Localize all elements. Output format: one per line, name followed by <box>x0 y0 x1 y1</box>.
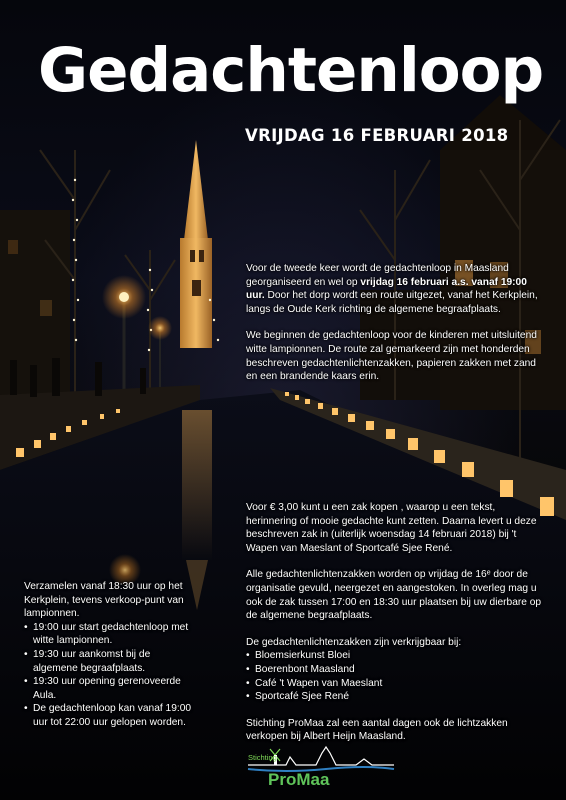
schedule-intro: Verzamelen vanaf 18:30 uur op het Kerkplein, tevens verkoop-punt van lampionnen. <box>24 581 184 620</box>
event-date: VRIJDAG 16 FEBRUARI 2018 <box>245 126 509 145</box>
list-item: • Café 't Wapen van Maeslant <box>246 677 542 691</box>
list-item: • 19:30 uur aankomst bij de algemene begraafplaats. <box>24 648 194 675</box>
purchase-paragraph-1: Voor € 3,00 kunt u een zak kopen , waarop u een tekst, herinnering of mooie gedachte kunt zetten. Daarna levert u deze beschreven zak in (uiterlijk woensdag 14 februari 2018) bij 't Wapen van Maeslant of Sportcafé Sjee René. <box>246 502 537 554</box>
promaa-logo <box>246 743 396 795</box>
purchase-paragraph-2: Alle gedachtenlichtenzakken worden op vrijdag de 16ᵉ door de organisatie gevuld, neergezet en aangestoken. In overleg mag u ook de zak tussen 17:00 en 18:30 uur plaatsen bij uw dierbare op de algemene begraafplaats. <box>246 569 542 622</box>
vendor-list-heading: De gedachtenlichtenzakken zijn verkrijgbaar bij: <box>246 636 462 648</box>
logo-name: ProMaa <box>268 770 330 789</box>
list-item: • Bloemsierkunst Bloei <box>246 649 542 663</box>
logo-stichting-label: Stichting <box>248 753 277 762</box>
poster-title: Gedachtenloop <box>38 35 544 106</box>
intro-paragraph-2: We beginnen de gedachtenloop voor de kinderen met uitsluitend witte lampionnen. De route zal gemarkeerd zijn met honderden beschreven gedachtenlichtenzakken, papieren zakken met zand en een brandende kaars erin. <box>246 330 537 383</box>
closing-paragraph: Stichting ProMaa zal een aantal dagen ook de lichtzakken verkopen bij Albert Heijn Maasland. <box>246 717 508 743</box>
list-item: • Boerenbont Maasland <box>246 663 542 677</box>
list-item: • 19:00 uur start gedachtenloop met witte lampionnen. <box>24 621 194 648</box>
schedule-list <box>24 621 194 730</box>
purchase-text <box>246 501 542 744</box>
list-item: • Sportcafé Sjee René <box>246 690 542 704</box>
list-item: • 19:30 uur opening gerenoveerde Aula. <box>24 675 194 702</box>
vendor-list <box>246 649 542 703</box>
intro-paragraph-1: Voor de tweede keer wordt de gedachtenloop in Maasland georganiseerd en wel op vrijdag 16 februari a.s. vanaf 19:00 uur. Door het dorp wordt een route uitgezet, vanaf het Kerkplein, langs de Oude Kerk richting de algemene begraafplaats. <box>246 263 538 315</box>
intro-highlight: vrijdag 16 februari a.s. vanaf 19:00 uur. <box>246 276 527 302</box>
schedule-text <box>24 580 194 730</box>
intro-text <box>246 262 542 384</box>
list-item: • De gedachtenloop kan vanaf 19:00 uur tot 22:00 uur gelopen worden. <box>24 702 194 729</box>
